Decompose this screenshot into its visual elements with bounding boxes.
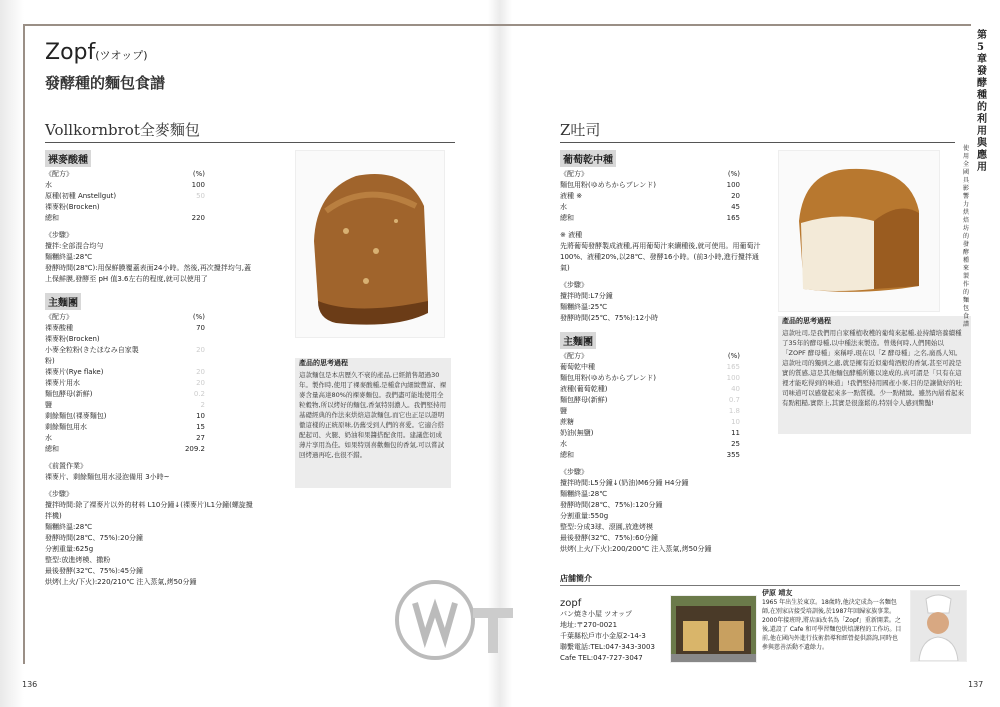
section-sour: 裸麥酸種 bbox=[45, 150, 91, 167]
unit-label: (%) bbox=[727, 170, 740, 178]
ingredient-name: 裸麥片(Rye flake) bbox=[45, 368, 104, 376]
chef-name: 伊原 靖友 bbox=[762, 589, 793, 597]
ingredient-value: 20 bbox=[196, 379, 205, 387]
step-text: 烘烤(上火/下火):220/210℃ 注入蒸氣,烤50分鐘 bbox=[45, 578, 197, 586]
section-main-right: 主麵團 bbox=[560, 332, 596, 349]
shop-cafe-phone: Cafe TEL:047-727-3047 bbox=[560, 654, 643, 662]
note-body: 這款吐司,是我們用自家種植收穫的葡萄來起種,並持續培養續種了35年的酵母種,以中種法來製造。曾幾何時,人們開始以「ZOPF 酵母種」來稱呼,現在以「Z 酵母種」之名,廣爲人知。這款吐司的獨到之處,就是擁有近似葡萄酒般的香氣,甚至可說是實的質感,這是其他麵包酵種所難以達成的,真可謂是「只有在這裡才能吃得到的味道」!我們堅持用國產小麥,目的是讓做好的吐司味道可以感覺起來多一點質樸。少一點精緻。雖然內層看起來有點粗糙,實際上,其實是很蓬鬆的,特別令人感到驚豔! bbox=[782, 329, 964, 407]
ingredient-name: 裸麥酸種 bbox=[45, 324, 73, 332]
unit-label: (%) bbox=[192, 313, 205, 321]
ingredient-value: 27 bbox=[196, 434, 205, 442]
ingredient-value: 45 bbox=[731, 203, 740, 211]
step-text: 分割重量:625g bbox=[45, 545, 94, 553]
ingredient-value: 100 bbox=[726, 374, 740, 382]
vollkornbrot-photo bbox=[295, 150, 445, 338]
ingredient-name: 原種(初種 Anstellgut) bbox=[45, 192, 117, 200]
ingredient-value: 165 bbox=[726, 214, 740, 222]
step-text: 分割重量:550g bbox=[560, 512, 609, 520]
step-text: 最後發酵(32℃、75%):45分鐘 bbox=[45, 567, 144, 575]
step-text: 攪拌:全部混合均勻 bbox=[45, 242, 104, 250]
ingredient-value: 0.2 bbox=[193, 390, 205, 398]
step-text: 發酵時間(28℃):用保鮮膜覆蓋表面24小時。然後,再次攪拌均勻,蓋上保鮮膜,發酵至 pH 值3.6左右的程度,就可以使用了 bbox=[45, 264, 251, 283]
ingredient-name: 水 bbox=[45, 181, 52, 189]
ingredient-name: 總和 bbox=[45, 214, 59, 222]
steps-label: 《步驟》 bbox=[45, 490, 73, 498]
ingredient-value: 20 bbox=[196, 368, 205, 376]
page-shadow-left bbox=[0, 0, 24, 707]
ingredient-value: 11 bbox=[731, 429, 740, 437]
ingredient-name: 總和 bbox=[45, 445, 59, 453]
formula-label: 《配方》 bbox=[560, 170, 588, 178]
note-body: 這款麵包是本店歷久不衰的產品,已經銷售超過30年。製作時,使用了裸麥酸種,是種倉內細緻豐富、裸麥含量高達80%的裸麥麵包。我們盡可能地使用全粒穀物,所以烤好的麵包,香氣特別濃人。我們堅持用基礎經典的作法來烘焙這款麵包,而它也正足以證明徹這樣的正統原味,仍舊受到人們的喜愛。它適合搭配起司、火腿、奶油和果醬搭配食用。建議您切成薄片享用為佳。如果特別喜歡麵包的香氣,可以嘗試回烤過再吃,也很不錯。 bbox=[299, 371, 447, 459]
ingredient-value: 20 bbox=[196, 346, 205, 354]
ingredient-name: 剩餘麵包用水 bbox=[45, 423, 87, 431]
ingredient-value: 2 bbox=[200, 401, 205, 409]
ingredient-value: 70 bbox=[196, 324, 205, 332]
ingredient-name: 奶油(無鹽) bbox=[560, 429, 594, 437]
ingredient-name: 蔗糖 bbox=[560, 418, 574, 426]
formula-label: 《配方》 bbox=[45, 170, 73, 178]
step-text: 整型:放進烤模、撒粉 bbox=[45, 556, 111, 564]
pre-text: 裸麥片、剩餘麵包用水浸泡備用 3小時~ bbox=[45, 473, 170, 481]
steps-label: 《步驟》 bbox=[560, 281, 588, 289]
shop-address: 地址:〒270-0021 bbox=[560, 621, 618, 629]
page-number-left: 136 bbox=[22, 680, 38, 689]
ingredient-value: 25 bbox=[731, 440, 740, 448]
shop-info bbox=[560, 598, 670, 664]
chef-photo bbox=[910, 590, 967, 662]
ingredient-value: 15 bbox=[196, 423, 205, 431]
shop-label: 店舖簡介 bbox=[560, 574, 592, 583]
chapter-vertical-subtitle: 使用全國具影響力烘焙坊的發酵種來製作的麵包食譜 bbox=[963, 145, 970, 328]
ingredient-name: 裸麥粉(Brocken) bbox=[45, 203, 100, 211]
ingredient-value bbox=[145, 334, 205, 345]
chef-bio: 1965 年出生於東京。18歲時,他決定成為一名麵包師,在別家店接受培訓後,於1987年回歸家族事業。2000年接班時,將店面改名為「Zopf」重新開業。之後,還設了 Cafe 和可學習麵包烘焙課程的工作坊。目前,他在國內外進行技術指導和經營提供諮詢,同時也參與慈善活動不遺餘力。 bbox=[762, 599, 902, 651]
ingredient-name: 鹽 bbox=[45, 401, 52, 409]
ingredient-name: 麵包用粉(ゆめちからブレンド) bbox=[560, 181, 657, 189]
section-main-left: 主麵團 bbox=[45, 293, 81, 310]
note-title: 產品的思考過程 bbox=[299, 359, 348, 367]
step-text: 發酵時間(25℃、75%):12小時 bbox=[560, 314, 659, 322]
section-grape: 葡萄乾中種 bbox=[560, 150, 616, 167]
recipe-title-right: Z吐司 bbox=[560, 119, 955, 143]
shop-photo bbox=[670, 595, 757, 663]
ingredient-value: 1.8 bbox=[728, 407, 740, 415]
ingredient-name: 麵包酵母(新鮮) bbox=[45, 390, 93, 398]
ingredient-value: 10 bbox=[196, 412, 205, 420]
steps-label: 《步驟》 bbox=[45, 231, 73, 239]
liquid-note-label: ※ 液種 bbox=[560, 231, 583, 239]
ingredient-name: 裸麥片用水 bbox=[45, 379, 80, 387]
ingredient-name: 液種 ※ bbox=[560, 192, 583, 200]
ingredient-name: 水 bbox=[560, 203, 567, 211]
note-title: 產品的思考過程 bbox=[782, 317, 831, 325]
ingredient-name: 鹽 bbox=[560, 407, 567, 415]
note-box-left bbox=[295, 358, 451, 488]
ingredient-value: 355 bbox=[726, 451, 740, 459]
shop-phone: 聯繫電話:TEL:047-343-3003 bbox=[560, 643, 655, 651]
ingredient-value: 10 bbox=[731, 418, 740, 426]
ingredient-name: 小麥全粒粉(きたほなみ自家製粉) bbox=[45, 346, 139, 365]
unit-label: (%) bbox=[192, 170, 205, 178]
ingredient-name: 總和 bbox=[560, 451, 574, 459]
step-text: 麵糰終溫:25℃ bbox=[560, 303, 608, 311]
shop-section-header bbox=[560, 566, 960, 586]
step-text: 麵糰終溫:28℃ bbox=[560, 490, 608, 498]
step-text: 攪拌時間:L5分鐘↓(奶油)M6分鐘 H4分鐘 bbox=[560, 479, 689, 487]
right-column bbox=[560, 148, 770, 555]
step-text: 攪拌時間:除了裸麥片以外的材料 L10分鐘↓(裸麥片)L1分鐘(螺旋攪拌機) bbox=[45, 501, 253, 520]
recipe-title-left: Vollkornbrot全麥麵包 bbox=[45, 119, 455, 143]
liquid-note: 先將葡萄發酵製成液種,再用葡萄汁來續種後,就可使用。用葡萄汁100%、液種20%,以28℃、發酵16小時。(前3小時,進行攪拌通氣) bbox=[560, 242, 761, 272]
top-rule bbox=[23, 24, 971, 26]
shop-name: zopf bbox=[560, 598, 582, 609]
z-toast-photo bbox=[778, 150, 940, 312]
unit-label: (%) bbox=[727, 352, 740, 360]
page-subtitle: 發酵種的麵包食譜 bbox=[45, 74, 166, 92]
left-rule bbox=[23, 24, 25, 664]
step-text: 烘烤(上火/下火):200/200℃ 注入蒸氣,烤50分鐘 bbox=[560, 545, 712, 553]
step-text: 麵糰終溫:28℃ bbox=[45, 253, 93, 261]
ingredient-name: 液種(葡萄乾種) bbox=[560, 385, 608, 393]
ingredient-value: 40 bbox=[731, 385, 740, 393]
ingredient-name: 葡萄乾中種 bbox=[560, 363, 595, 371]
ingredient-value: 220 bbox=[191, 214, 205, 222]
ingredient-value: 50 bbox=[196, 192, 205, 200]
steps-label: 《步驟》 bbox=[560, 468, 588, 476]
pre-label: 《前置作業》 bbox=[45, 462, 87, 470]
ingredient-value: 209.2 bbox=[184, 445, 205, 453]
note-box-right bbox=[778, 316, 971, 434]
step-text: 麵糰終溫:28℃ bbox=[45, 523, 93, 531]
ingredient-value: 20 bbox=[731, 192, 740, 200]
step-text: 最後發酵(32℃、75%):60分鐘 bbox=[560, 534, 659, 542]
step-text: 攪拌時間:L7分鐘 bbox=[560, 292, 613, 300]
step-text: 發酵時間(28℃、75%):120分鐘 bbox=[560, 501, 663, 509]
ingredient-value: 165 bbox=[726, 363, 740, 371]
ingredient-name: 水 bbox=[560, 440, 567, 448]
page-number-right: 137 bbox=[968, 680, 984, 689]
step-text: 整型:分成3球、滾圓,放進烤模 bbox=[560, 523, 654, 531]
ingredient-name: 水 bbox=[45, 434, 52, 442]
shop-address: 千葉縣松戶市小金原2-14-3 bbox=[560, 632, 646, 640]
formula-label: 《配方》 bbox=[560, 352, 588, 360]
left-column bbox=[45, 148, 285, 588]
shop-kana: パン焼き小屋 ツオップ bbox=[560, 610, 633, 618]
ingredient-name: 麵包用粉(ゆめちからブレンド) bbox=[560, 374, 657, 382]
ingredient-name: 麵包酵母(新鮮) bbox=[560, 396, 608, 404]
zopf-logo-watermark bbox=[395, 578, 515, 668]
step-text: 發酵時間(28℃、75%):20分鐘 bbox=[45, 534, 144, 542]
chef-info bbox=[762, 588, 902, 652]
ingredient-name: 剩餘麵包(裸麥麵包) bbox=[45, 412, 107, 420]
ingredient-value: 0.7 bbox=[728, 396, 740, 404]
ingredient-name: 裸麥粉(Brocken) bbox=[45, 335, 100, 343]
ingredient-value: 100 bbox=[191, 181, 205, 189]
ingredient-name: 總和 bbox=[560, 214, 574, 222]
chapter-vertical-title: 第5章 發酵種的利用與應用 bbox=[977, 30, 987, 173]
ingredient-value bbox=[145, 202, 205, 213]
ingredient-value: 100 bbox=[726, 181, 740, 189]
formula-label: 《配方》 bbox=[45, 313, 73, 321]
page-title: Zopf(ツオップ) bbox=[45, 40, 148, 65]
